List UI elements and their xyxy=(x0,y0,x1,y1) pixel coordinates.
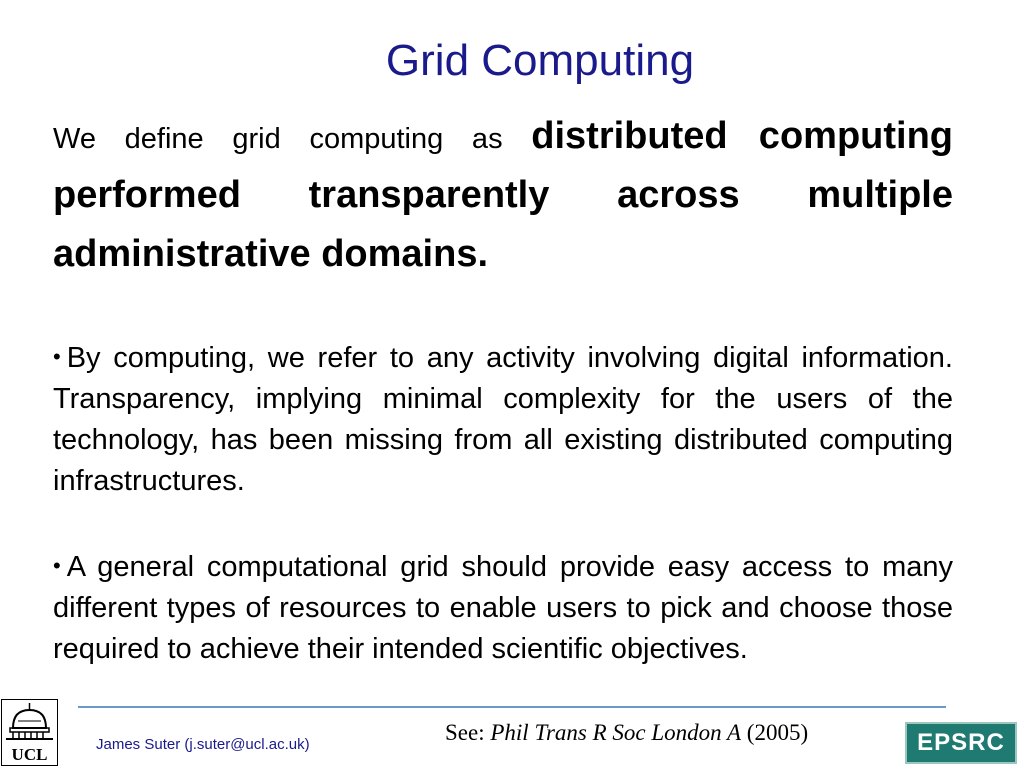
epsrc-logo xyxy=(905,722,1017,764)
bullet-text: A general computational grid should provide easy access to many different types of resources to enable users to pick and choose those required to achieve their intended scientific objectives. xyxy=(53,551,953,665)
definition-emphasis: distributed computing performed transparently across multiple administrative domains. xyxy=(53,115,953,275)
bullet-paragraph xyxy=(53,545,953,670)
ucl-logo xyxy=(1,699,58,766)
reference-citation xyxy=(445,719,808,747)
slide-title: Grid Computing xyxy=(385,36,695,85)
author-credit: James Suter (j.suter@ucl.ac.uk) xyxy=(96,736,310,753)
reference-journal: Phil Trans R Soc London A xyxy=(490,720,742,745)
bullet-marker: • xyxy=(53,344,61,369)
footer-divider xyxy=(78,706,946,708)
bullet-paragraph xyxy=(53,336,953,502)
ucl-dome-icon xyxy=(2,700,57,765)
reference-year: (2005) xyxy=(746,720,809,745)
bullet-marker: • xyxy=(53,553,61,578)
slide-content xyxy=(53,108,953,670)
bullet-text: By computing, we refer to any activity involving digital information. Transparency, implying minimal complexity for the users of the technology, has been missing from all existing distributed computing infrastructures. xyxy=(53,342,953,497)
definition-intro: We define grid computing as xyxy=(53,123,503,155)
reference-prefix: See: xyxy=(445,720,485,745)
definition-paragraph xyxy=(53,108,953,285)
ucl-logo-text: UCL xyxy=(11,745,48,764)
epsrc-logo-text: EPSRC xyxy=(917,729,1005,756)
